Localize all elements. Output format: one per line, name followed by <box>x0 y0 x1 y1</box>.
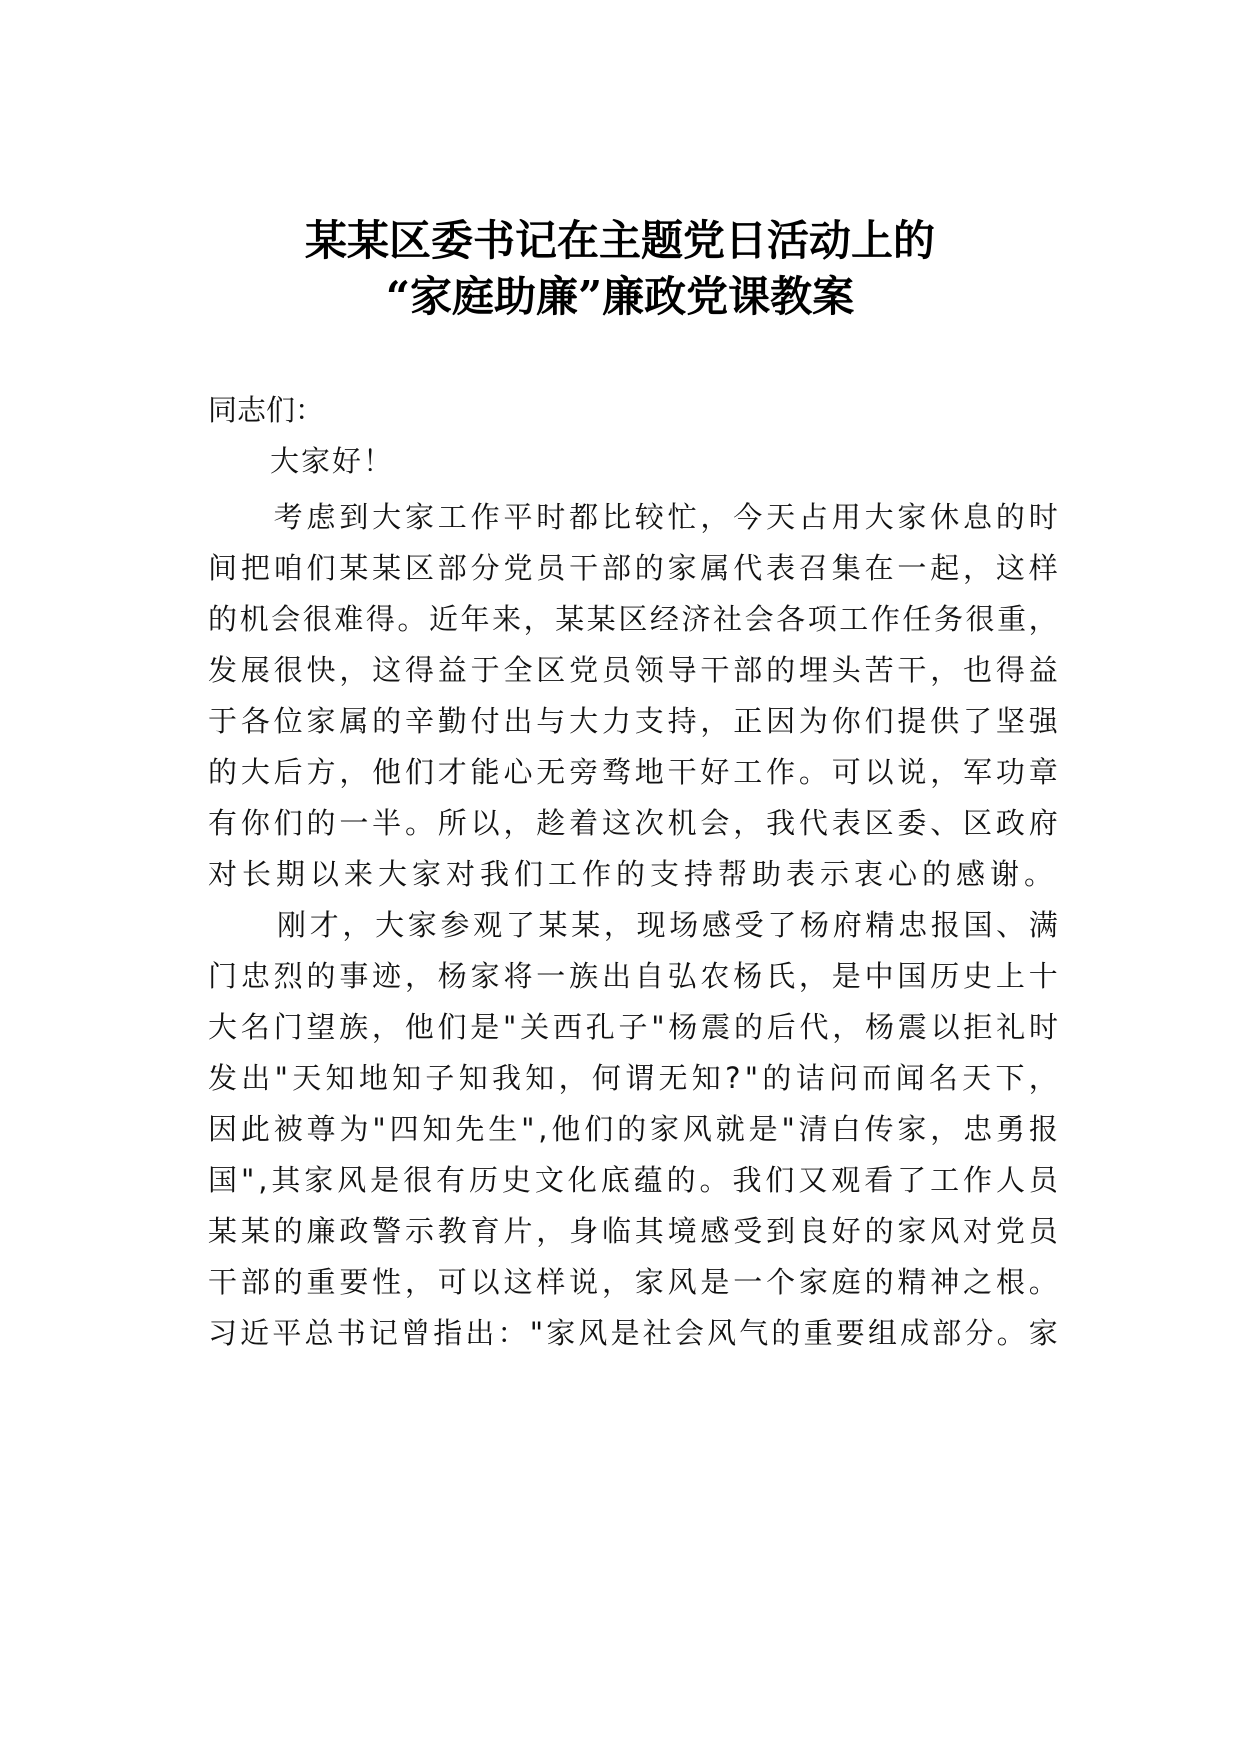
document-title <box>0 213 1240 325</box>
paragraph-1-line: 发 展 很 快 ， 这 得 益 于 全 区 党 员 领 导 干 部 的 埋 头 苦 干 ， 也 得 益 <box>208 653 1058 687</box>
paragraph-2 <box>208 900 1058 1359</box>
greeting: 大家好！ <box>270 444 395 478</box>
paragraph-2-line: 因 此 被 尊 为 " 四 知 先 生 " , 他 们 的 家 风 就 是 " 清 白 传 家 ， 忠 勇 报 <box>208 1112 1058 1146</box>
paragraph-1 <box>208 492 1058 900</box>
paragraph-2-line: 习 近 平 总 书 记 曾 指 出 ： " 家 风 是 社 会 风 气 的 重 要 组 成 部 分 。 家 <box>208 1316 1058 1350</box>
title-line-2: “家庭助廉”廉政党课教案 <box>385 272 855 321</box>
paragraph-1-line: 的 大 后 方 ， 他 们 才 能 心 无 旁 骛 地 干 好 工 作 。 可 以 说 ， 军 功 章 <box>208 755 1058 789</box>
paragraph-1-line: 对长期以来大家对我们工作的支持帮助表示衷心的感谢。 <box>208 857 1059 891</box>
paragraph-2-line: 某 某 的 廉 政 警 示 教 育 片 ， 身 临 其 境 感 受 到 良 好 的 家 风 对 党 员 <box>208 1214 1058 1248</box>
paragraph-2-line: 国 " , 其 家 风 是 很 有 历 史 文 化 底 蕴 的 。 我 们 又 观 看 了 工 作 人 员 <box>208 1163 1058 1197</box>
paragraph-2-line: 干 部 的 重 要 性 ， 可 以 这 样 说 ， 家 风 是 一 个 家 庭 的 精 神 之 根 。 <box>208 1265 1058 1299</box>
paragraph-2-line: 门 忠 烈 的 事 迹 ， 杨 家 将 一 族 出 自 弘 农 杨 氏 ， 是 中 国 历 史 上 十 <box>208 959 1058 993</box>
paragraph-2-line: 发 出 " 天 知 地 知 子 知 我 知 ， 何 谓 无 知 ? " 的 诘 问 而 闻 名 天 下 ， <box>208 1061 1058 1095</box>
paragraph-1-line: 的 机 会 很 难 得 。 近 年 来 ， 某 某 区 经 济 社 会 各 项 工 作 任 务 很 重 ， <box>208 602 1058 636</box>
paragraph-1-line: 考 虑 到 大 家 工 作 平 时 都 比 较 忙 ， 今 天 占 用 大 家 休 息 的 时 <box>273 500 1058 534</box>
paragraph-1-line: 于 各 位 家 属 的 辛 勤 付 出 与 大 力 支 持 ， 正 因 为 你 们 提 供 了 坚 强 <box>208 704 1058 738</box>
salutation: 同志们： <box>208 393 325 427</box>
paragraph-2-line: 刚 才 ， 大 家 参 观 了 某 某 ， 现 场 感 受 了 杨 府 精 忠 报 国 、 满 <box>277 908 1058 942</box>
paragraph-2-line: 大 名 门 望 族 ， 他 们 是 " 关 西 孔 子 " 杨 震 的 后 代 ， 杨 震 以 拒 礼 时 <box>208 1010 1058 1044</box>
paragraph-1-line: 间 把 咱 们 某 某 区 部 分 党 员 干 部 的 家 属 代 表 召 集 在 一 起 ， 这 样 <box>208 551 1058 585</box>
title-line-1: 某某区委书记在主题党日活动上的 <box>304 216 935 265</box>
paragraph-1-line: 有 你 们 的 一 半 。 所 以 ， 趁 着 这 次 机 会 ， 我 代 表 区 委 、 区 政 府 <box>208 806 1058 840</box>
